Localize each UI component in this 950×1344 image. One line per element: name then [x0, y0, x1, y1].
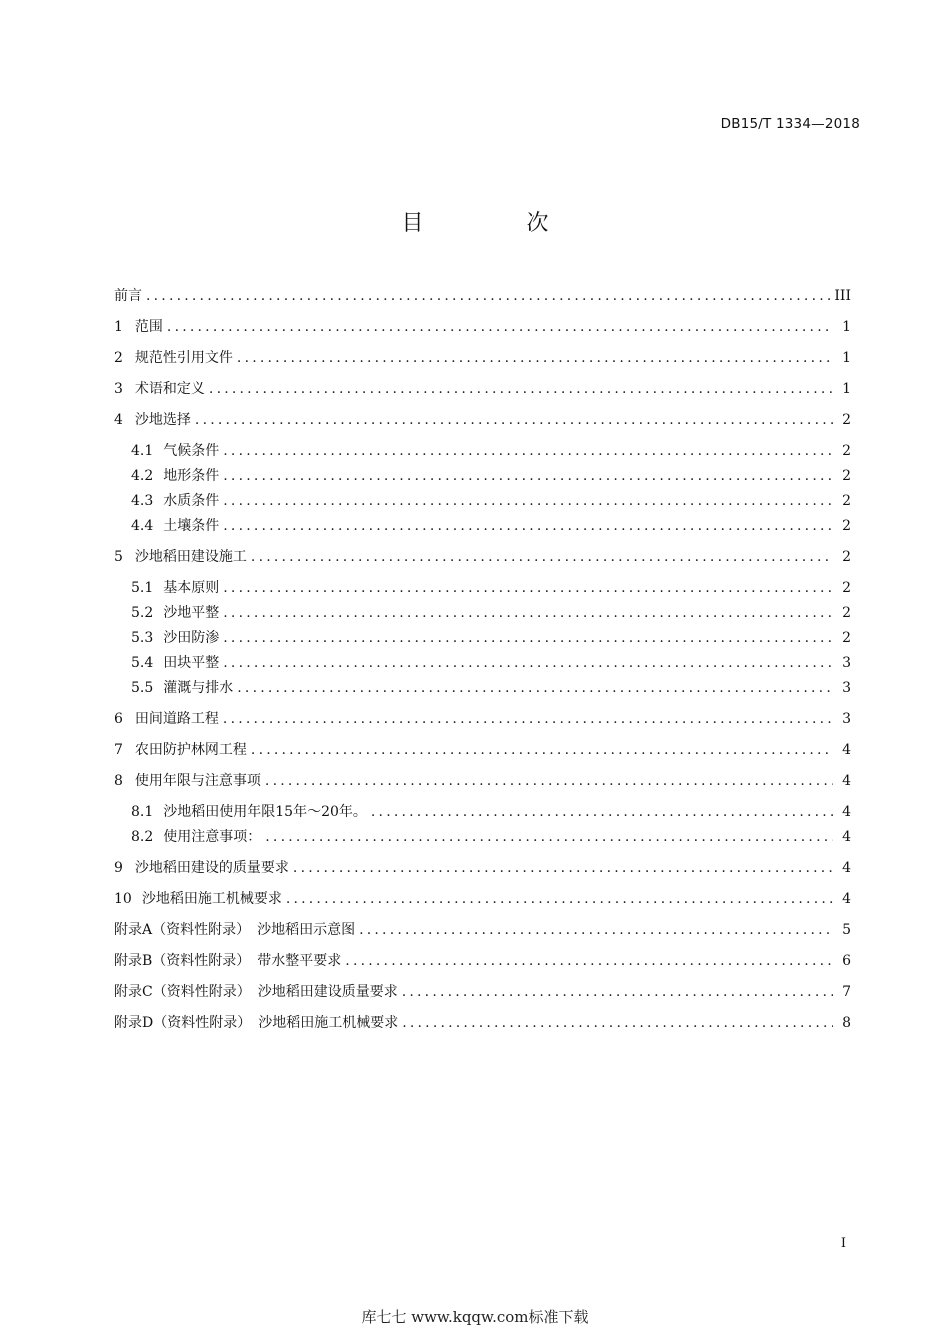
toc-entry[interactable]	[114, 547, 851, 578]
toc-leader-dots	[223, 628, 833, 648]
toc-entry-label	[131, 653, 219, 673]
toc-entry-title: 水质条件	[163, 493, 220, 509]
toc-entry-title: 附录A（资料性附录） 沙地稻田示意图	[114, 922, 356, 938]
toc-entry-title: 沙地平整	[163, 605, 220, 621]
toc-leader-dots	[265, 827, 833, 847]
toc-entry-label	[114, 951, 341, 971]
toc-entry-page: 4	[842, 742, 851, 758]
toc-entry-title: 规范性引用文件	[134, 350, 233, 366]
toc-entry[interactable]	[114, 379, 851, 410]
toc-leader-dots	[209, 379, 833, 399]
toc-entry-page: 4	[842, 829, 851, 845]
toc-entry-title: 基本原则	[163, 580, 220, 596]
toc-entry-label	[114, 348, 233, 368]
toc-entry[interactable]	[114, 410, 851, 441]
toc-entry-page: 3	[842, 680, 851, 696]
toc-entry-page: 3	[842, 655, 851, 671]
toc-entry-page: 6	[842, 953, 851, 969]
toc-leader-dots	[223, 709, 833, 729]
toc-entry-page: 2	[842, 412, 851, 428]
toc-entry-title: 前言	[114, 288, 142, 304]
toc-entry-label	[131, 516, 219, 536]
toc-entry-title: 沙地稻田使用年限15年～20年。	[163, 804, 367, 820]
toc-entry-page: 4	[842, 773, 851, 789]
toc-entry-number: 9	[114, 860, 123, 876]
toc-entry[interactable]	[114, 678, 851, 709]
toc-entry[interactable]	[114, 920, 851, 951]
toc-entry-label	[114, 740, 247, 760]
toc-entry-page: 4	[842, 804, 851, 820]
toc-leader-dots	[345, 951, 833, 971]
toc-entry-page: 1	[842, 319, 851, 335]
toc-entry[interactable]	[114, 441, 851, 466]
toc-leader-dots	[223, 578, 833, 598]
toc-entry-label	[114, 920, 355, 940]
toc-entry-title: 术语和定义	[134, 381, 205, 397]
toc-entry-page: 5	[842, 922, 851, 938]
toc-entry-title: 地形条件	[163, 468, 220, 484]
toc-entry-label	[114, 379, 205, 399]
page-number: I	[840, 1236, 846, 1251]
toc-entry-number: 3	[114, 381, 123, 397]
toc-leader-dots	[223, 516, 833, 536]
toc-entry-page: 2	[842, 549, 851, 565]
toc-leader-dots	[237, 348, 833, 368]
toc-leader-dots	[223, 491, 833, 511]
toc-entry-label	[114, 410, 191, 430]
toc-entry[interactable]	[114, 771, 851, 802]
toc-entry-number: 4	[114, 412, 123, 428]
page-title: 目 次	[401, 211, 597, 236]
toc-leader-dots	[223, 653, 833, 673]
toc-entry[interactable]	[114, 709, 851, 740]
toc-entry-title: 附录B（资料性附录） 带水整平要求	[114, 953, 342, 969]
toc-entry-page: 2	[842, 518, 851, 534]
toc-entry[interactable]	[114, 466, 851, 491]
toc-entry-title: 气候条件	[163, 443, 220, 459]
toc-entry-title: 田块平整	[163, 655, 220, 671]
toc-entry[interactable]	[114, 491, 851, 516]
toc-entry-label	[114, 771, 261, 791]
toc-entry-page: 7	[842, 984, 851, 1000]
table-of-contents	[114, 286, 851, 1044]
toc-entry-label	[114, 547, 247, 567]
toc-entry-page: 1	[842, 350, 851, 366]
toc-leader-dots	[251, 547, 833, 567]
toc-entry-page: 3	[842, 711, 851, 727]
toc-entry-title: 范围	[134, 319, 163, 335]
toc-entry-label	[131, 678, 233, 698]
toc-leader-dots	[223, 441, 833, 461]
toc-entry-title: 沙地选择	[134, 412, 191, 428]
watermark-text: 库七七 www.kqqw.com标准下载	[361, 1308, 589, 1326]
toc-entry[interactable]	[114, 516, 851, 547]
toc-entry-label	[114, 1013, 398, 1033]
toc-entry-label	[131, 827, 261, 847]
toc-leader-dots	[286, 889, 833, 909]
toc-entry[interactable]	[114, 858, 851, 889]
toc-entry[interactable]	[114, 286, 851, 317]
toc-entry-label	[131, 628, 219, 648]
toc-entry-number: 8.2	[131, 829, 154, 845]
toc-entry-label	[131, 466, 219, 486]
toc-leader-dots	[371, 802, 833, 822]
toc-entry-title: 灌溉与排水	[163, 680, 234, 696]
toc-leader-dots	[251, 740, 833, 760]
toc-leader-dots	[195, 410, 833, 430]
toc-entry-label	[131, 491, 219, 511]
toc-entry[interactable]	[114, 827, 851, 858]
toc-entry[interactable]	[114, 317, 851, 348]
toc-entry-number: 4.1	[131, 443, 154, 459]
toc-entry-number: 7	[114, 742, 123, 758]
toc-entry-page: 2	[842, 580, 851, 596]
toc-entry-number: 5.2	[131, 605, 154, 621]
toc-entry-number: 4.4	[131, 518, 154, 534]
toc-entry-page: 2	[842, 630, 851, 646]
toc-entry-number: 5.3	[131, 630, 154, 646]
toc-entry-number: 4.3	[131, 493, 154, 509]
toc-entry-title: 附录D（资料性附录） 沙地稻田施工机械要求	[114, 1015, 399, 1031]
toc-entry[interactable]	[114, 982, 851, 1013]
toc-entry-number: 8.1	[131, 804, 154, 820]
toc-entry-label	[114, 317, 163, 337]
toc-leader-dots	[223, 603, 833, 623]
toc-entry-number: 6	[114, 711, 123, 727]
toc-entry[interactable]	[114, 578, 851, 603]
toc-entry-label	[114, 858, 289, 878]
toc-entry-label	[114, 889, 282, 909]
toc-entry-page: 2	[842, 443, 851, 459]
toc-entry-label	[114, 286, 142, 306]
toc-entry[interactable]	[114, 603, 851, 628]
toc-entry[interactable]	[114, 1013, 851, 1044]
toc-entry-page: 8	[842, 1015, 851, 1031]
toc-entry-number: 5.4	[131, 655, 154, 671]
toc-entry-page: 1	[842, 381, 851, 397]
toc-entry-title: 沙地稻田施工机械要求	[141, 891, 282, 907]
toc-leader-dots	[223, 466, 833, 486]
toc-entry-page: 2	[842, 605, 851, 621]
toc-entry-title: 田间道路工程	[134, 711, 219, 727]
toc-entry-number: 1	[114, 319, 123, 335]
toc-entry[interactable]	[114, 802, 851, 827]
toc-entry[interactable]	[114, 653, 851, 678]
toc-entry-title: 农田防护林网工程	[134, 742, 247, 758]
toc-entry-page: III	[834, 288, 851, 304]
toc-leader-dots	[402, 982, 833, 1002]
toc-entry-page: 4	[842, 860, 851, 876]
toc-leader-dots	[167, 317, 833, 337]
toc-leader-dots	[265, 771, 833, 791]
toc-entry-page: 2	[842, 468, 851, 484]
toc-entry-label	[131, 578, 219, 598]
toc-entry-label	[131, 603, 219, 623]
toc-entry-label	[131, 802, 367, 822]
toc-entry-label	[114, 982, 398, 1002]
toc-entry-number: 8	[114, 773, 123, 789]
toc-entry-number: 5.1	[131, 580, 154, 596]
toc-entry-number: 10	[114, 891, 132, 907]
toc-entry[interactable]	[114, 889, 851, 920]
toc-entry-title: 沙地稻田建设的质量要求	[134, 860, 289, 876]
toc-entry-label	[114, 709, 219, 729]
toc-entry-title: 沙田防渗	[163, 630, 220, 646]
toc-entry-title: 附录C（资料性附录） 沙地稻田建设质量要求	[114, 984, 398, 1000]
toc-leader-dots	[146, 286, 830, 306]
toc-entry[interactable]	[114, 740, 851, 771]
toc-entry-title: 使用注意事项：	[163, 829, 262, 845]
toc-leader-dots	[402, 1013, 833, 1033]
toc-entry-number: 5.5	[131, 680, 154, 696]
toc-entry-label	[131, 441, 219, 461]
toc-leader-dots	[293, 858, 833, 878]
toc-entry-title: 土壤条件	[163, 518, 220, 534]
toc-entry-title: 使用年限与注意事项	[134, 773, 261, 789]
toc-leader-dots	[237, 678, 833, 698]
toc-entry[interactable]	[114, 628, 851, 653]
toc-entry-title: 沙地稻田建设施工	[134, 549, 247, 565]
toc-entry-number: 4.2	[131, 468, 154, 484]
toc-entry-number: 2	[114, 350, 123, 366]
toc-leader-dots	[359, 920, 833, 940]
toc-entry-page: 2	[842, 493, 851, 509]
toc-entry[interactable]	[114, 951, 851, 982]
toc-entry-number: 5	[114, 549, 123, 565]
standard-code: DB15/T 1334—2018	[720, 116, 860, 132]
toc-entry[interactable]	[114, 348, 851, 379]
toc-entry-page: 4	[842, 891, 851, 907]
